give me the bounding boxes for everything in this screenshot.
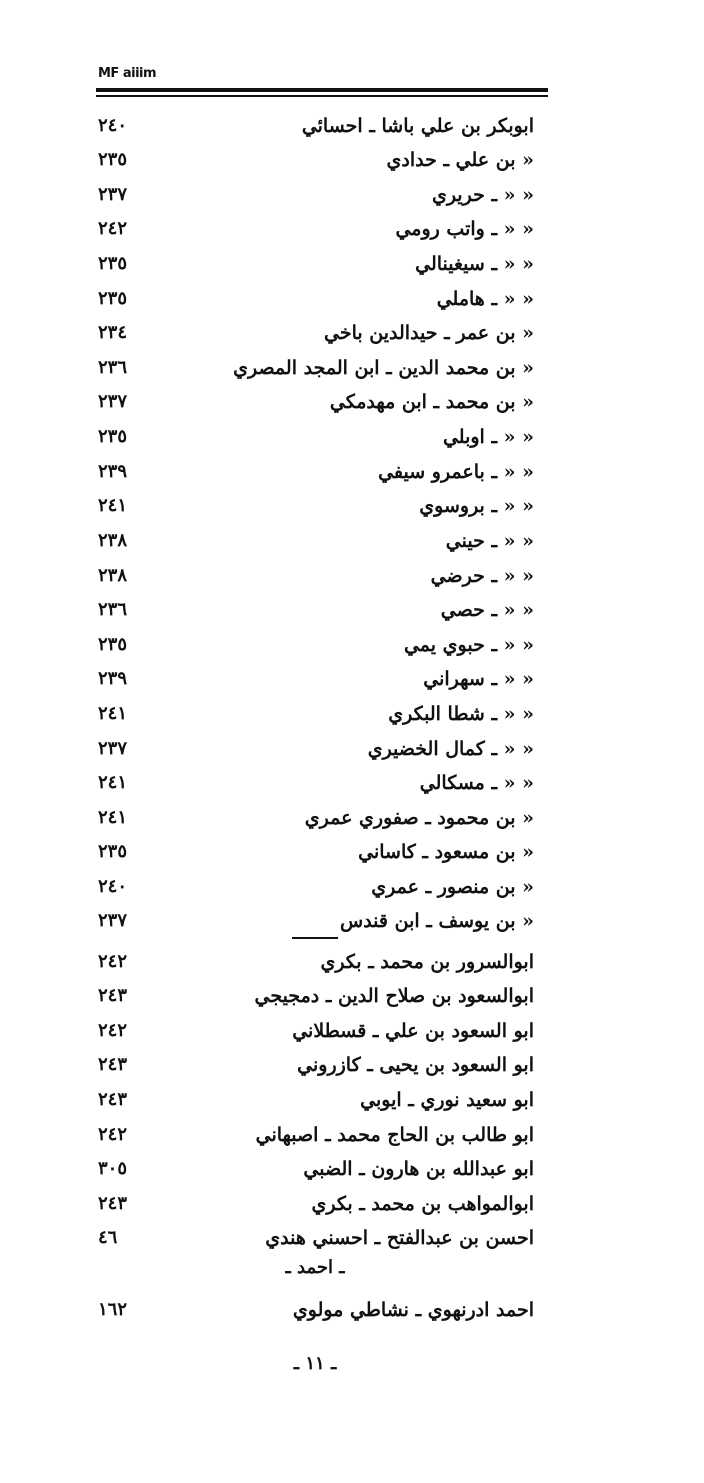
entry-page: ٢٤٠ [98, 876, 128, 897]
index-row [0, 1054, 704, 1088]
index-row [0, 1193, 704, 1227]
entry-page: ٢٤١ [98, 807, 128, 828]
entry-page: ٢٤٣ [98, 1089, 128, 1110]
entry-page: ٢٣٧ [98, 184, 128, 205]
entry-name: « بن محمد الدين ـ ابن المجد المصري [233, 357, 534, 379]
index-row [0, 1089, 704, 1123]
index-row [0, 426, 704, 460]
entry-page: ٢٤٠ [98, 115, 128, 136]
index-row [0, 115, 704, 149]
entry-name: احسن بن عبدالفتح ـ احسني هندي [265, 1227, 534, 1249]
entry-page: ٢٣٥ [98, 288, 128, 309]
entry-page: ٢٣٦ [98, 357, 128, 378]
entry-page: ٢٣٥ [98, 426, 128, 447]
entry-page: ٢٤٢ [98, 951, 128, 972]
entry-name: « « ـ مسكالي [419, 772, 534, 794]
index-row [0, 876, 704, 910]
index-row [0, 772, 704, 806]
entry-name: « « ـ سيغينالي [415, 253, 534, 275]
entry-page: ٢٣٥ [98, 634, 128, 655]
entry-name: « بن عمر ـ حيدالدين باخي [324, 322, 534, 344]
entry-name: « « ـ حصي [440, 599, 534, 621]
entry-page: ١٦٢ [98, 1299, 128, 1320]
entry-page: ٢٣٨ [98, 530, 128, 551]
index-row [0, 599, 704, 633]
index-row [0, 461, 704, 495]
entry-page: ٢٤٣ [98, 1054, 128, 1075]
index-row [0, 357, 704, 391]
index-row [0, 149, 704, 183]
entry-name: ابو طالب بن الحاج محمد ـ اصبهاني [255, 1124, 534, 1146]
index-row [0, 322, 704, 356]
entry-page: ٢٣٥ [98, 149, 128, 170]
entry-name: « بن محمد ـ ابن مهدمكي [329, 391, 534, 413]
index-row [0, 703, 704, 737]
entry-name: « « ـ شطا البكري [388, 703, 534, 725]
entry-name: « « ـ واتب رومي [395, 218, 534, 240]
entry-name: « « ـ هاملي [436, 288, 534, 310]
entry-name: « « ـ حبوي يمي [403, 634, 534, 656]
entry-name: ابو السعود بن علي ـ قسطلاني [292, 1020, 534, 1042]
entry-name: « « ـ حرضي [430, 565, 534, 587]
entry-page: ٢٣٩ [98, 668, 128, 689]
entry-name: ابوالسعود بن صلاح الدين ـ دمجيجي [254, 985, 534, 1007]
entry-page: ٢٤١ [98, 703, 128, 724]
index-row [0, 218, 704, 252]
entry-page: ٢٣٧ [98, 391, 128, 412]
entry-name: ابو عبدالله بن هارون ـ الضبي [303, 1158, 534, 1180]
index-row [0, 841, 704, 875]
index-row [0, 391, 704, 425]
entry-name: « « ـ اوبلي [442, 426, 534, 448]
page-number: ـ ١١ ـ [293, 1353, 337, 1374]
index-row [0, 951, 704, 985]
index-row [0, 1124, 704, 1158]
entry-page: ٢٣٧ [98, 738, 128, 759]
index-row [0, 288, 704, 322]
entry-name: « « ـ حريري [431, 184, 534, 206]
entry-page: ٢٣٤ [98, 322, 128, 343]
entry-name: « بن منصور ـ عمري [371, 876, 534, 898]
index-row [0, 738, 704, 772]
index-row [0, 184, 704, 218]
header-rule-thick [96, 88, 548, 92]
entry-page: ٢٣٩ [98, 461, 128, 482]
entry-page: ٢٤٢ [98, 218, 128, 239]
index-row [0, 1158, 704, 1192]
header-mark: MF aiiim [98, 66, 157, 81]
entry-page: ٢٣٥ [98, 841, 128, 862]
entry-page: ٢٣٥ [98, 253, 128, 274]
entry-name: ابو سعيد نوري ـ ايوبي [360, 1089, 534, 1111]
index-row [0, 530, 704, 564]
entry-page: ٢٣٦ [98, 599, 128, 620]
group-divider [292, 937, 338, 939]
index-row [0, 1020, 704, 1054]
index-row [0, 253, 704, 287]
section-title: ـ احمد ـ [285, 1257, 345, 1278]
entry-name: « « ـ سهراني [423, 668, 534, 690]
entry-page: ٢٤٣ [98, 1193, 128, 1214]
index-row [0, 495, 704, 529]
entry-page: ٢٣٨ [98, 565, 128, 586]
entry-name: « بن محمود ـ صفوري عمري [304, 807, 534, 829]
entry-name: « « ـ حيني [445, 530, 534, 552]
entry-page: ٣٠٥ [98, 1158, 128, 1179]
entry-name: « بن علي ـ حدادي [386, 149, 534, 171]
entry-page: ٢٤٢ [98, 1124, 128, 1145]
entry-name: ابوالسرور بن محمد ـ بكري [320, 951, 534, 973]
entry-name: ابو السعود بن يحيى ـ كازروني [297, 1054, 534, 1076]
index-row [0, 910, 704, 944]
entry-page: ٢٤٢ [98, 1020, 128, 1041]
entry-page: ٢٤٣ [98, 985, 128, 1006]
index-row [0, 807, 704, 841]
index-row [0, 634, 704, 668]
entry-page: ٢٤١ [98, 772, 128, 793]
entry-name: « « ـ باعمرو سيفي [378, 461, 534, 483]
index-row [0, 1227, 704, 1261]
entry-name: « بن مسعود ـ كاساني [358, 841, 534, 863]
entry-page: ٤٦ [98, 1227, 118, 1248]
header-rule-thin [96, 95, 548, 97]
entry-page: ٢٤١ [98, 495, 128, 516]
entry-page: ٢٣٧ [98, 910, 128, 931]
index-row [0, 1299, 704, 1333]
index-row [0, 565, 704, 599]
entry-name: احمد ادرنهوي ـ نشاطي مولوي [292, 1299, 534, 1321]
index-row [0, 668, 704, 702]
entry-name: « « ـ بروسوي [419, 495, 534, 517]
index-row [0, 985, 704, 1019]
entry-name: ابوبكر بن علي باشا ـ احسائي [301, 115, 534, 137]
entry-name: ابوالمواهب بن محمد ـ بكري [311, 1193, 534, 1215]
entry-name: « « ـ كمال الخضيري [367, 738, 534, 760]
entry-name: « بن يوسف ـ ابن قندس [340, 910, 534, 932]
